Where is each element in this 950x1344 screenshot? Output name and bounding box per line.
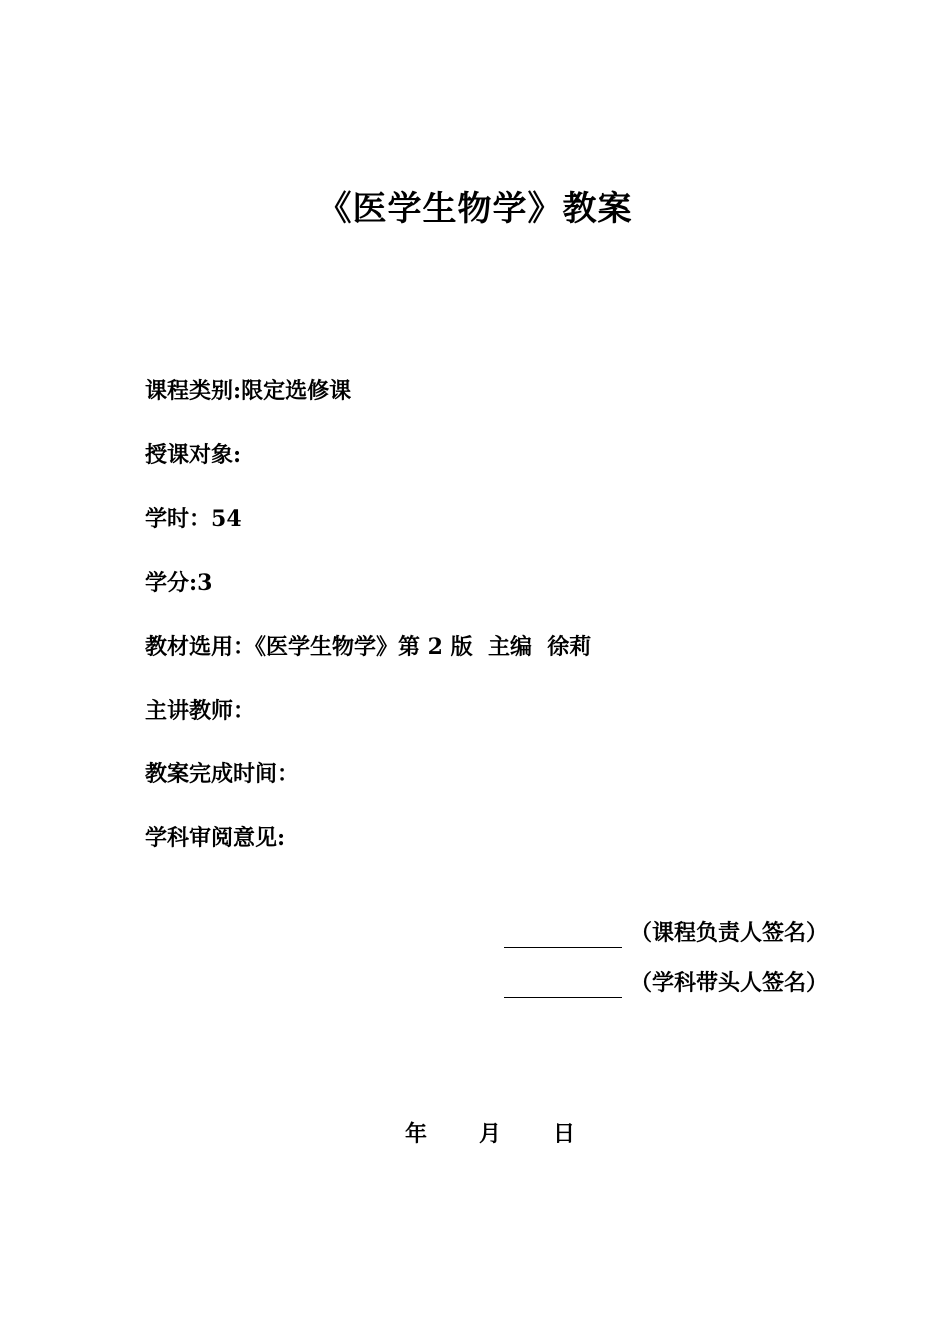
date-month: 月 [479, 1121, 502, 1147]
field-label: 课程类别: [145, 378, 242, 404]
field-value: 限定选修课 [241, 378, 352, 404]
date-year: 年 [405, 1121, 428, 1147]
date-day: 日 [553, 1121, 576, 1147]
field-audience [145, 440, 241, 470]
date-line [405, 1119, 575, 1149]
field-lecturer [145, 696, 255, 726]
field-label: 学科审阅意见: [145, 825, 286, 851]
field-value: 3 [197, 570, 213, 596]
field-hours [145, 504, 242, 534]
field-label: 学时： [145, 506, 212, 532]
field-completion-time [145, 759, 299, 789]
signature-course-leader [504, 918, 828, 948]
field-value: 《医学生物学》第 2 版 主编 徐莉 [255, 634, 592, 660]
field-course-type [145, 376, 351, 406]
field-label: 主讲教师： [145, 698, 256, 724]
field-label: 学分: [145, 570, 198, 596]
document-title: 《医学生物学》教案 [317, 189, 633, 229]
signature-label: （课程负责人签名） [630, 920, 829, 946]
field-review-opinion [145, 823, 285, 853]
signature-discipline-leader [504, 968, 828, 998]
field-textbook [145, 632, 591, 662]
field-label: 教案完成时间： [145, 761, 300, 787]
field-credits [145, 568, 212, 598]
signature-line [504, 923, 622, 948]
field-label: 教材选用： [145, 634, 256, 660]
field-label: 授课对象: [145, 442, 242, 468]
signature-line [504, 973, 622, 998]
field-value: 54 [211, 506, 242, 532]
signature-label: （学科带头人签名） [630, 970, 829, 996]
